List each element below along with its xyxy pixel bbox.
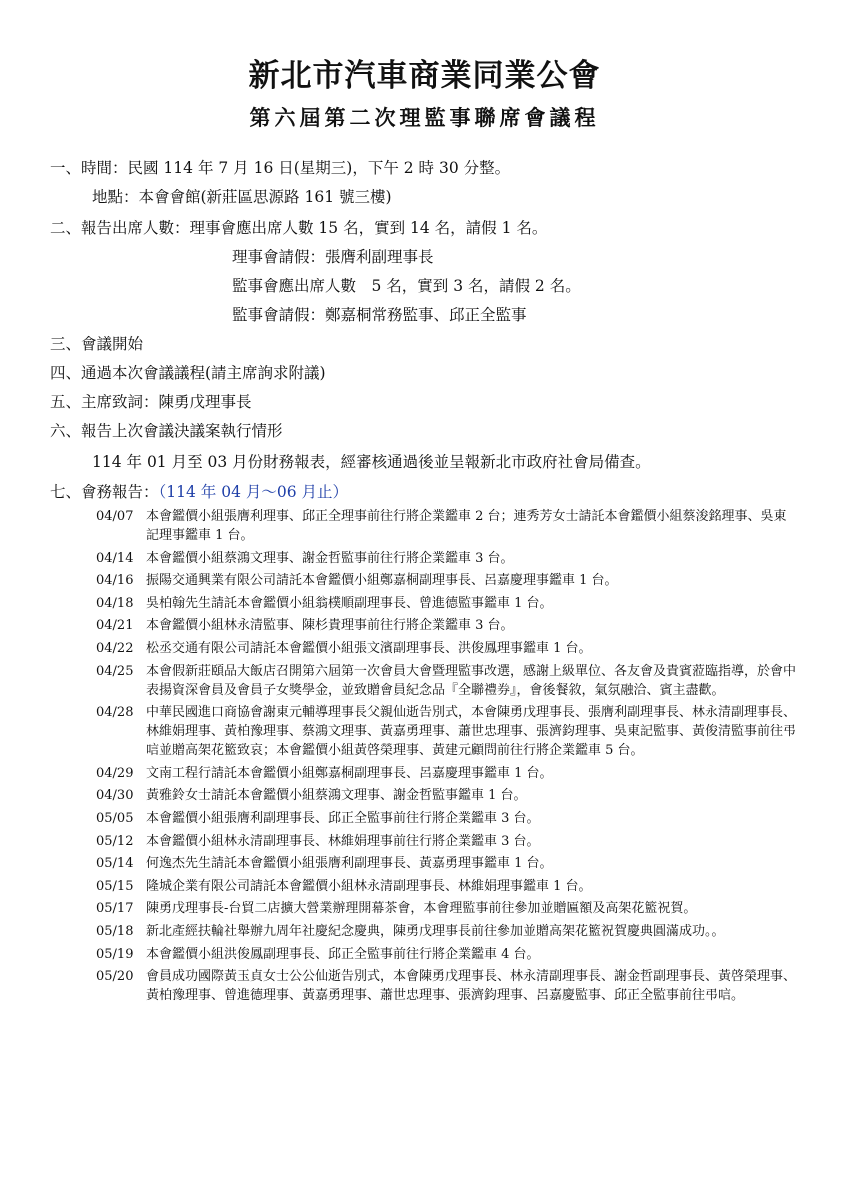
log-date: 05/18 bbox=[96, 923, 134, 939]
log-text: 陳勇戊理事長-台貿二店擴大營業辦理開幕茶會，本會理監事前往參加並贈匾額及高架花籃祝賀。 bbox=[146, 901, 697, 917]
log-entry bbox=[96, 594, 796, 613]
log-text: 本會鑑價小組張膺利副理事長、邱正全監事前往行將企業鑑車 3 台。 bbox=[146, 810, 540, 826]
log-entry bbox=[96, 854, 796, 873]
log-entry bbox=[96, 549, 796, 568]
log-entry bbox=[96, 899, 796, 918]
log-date: 04/22 bbox=[96, 640, 134, 656]
log-entry bbox=[96, 786, 796, 805]
log-date: 05/12 bbox=[96, 833, 134, 849]
log-date: 05/19 bbox=[96, 946, 134, 962]
log-text: 吳柏翰先生請託本會鑑價小組翁樸順副理事長、曾進德監事鑑車 1 台。 bbox=[146, 595, 553, 611]
log-text: 何逸杰先生請託本會鑑價小組張膺利副理事長、黃嘉勇理事鑑車 1 台。 bbox=[146, 856, 553, 872]
log-date: 04/28 bbox=[96, 705, 134, 721]
section-2-supervisor-attendance: 監事會應出席人數 5 名，實到 3 名，請假 2 名。 bbox=[232, 277, 581, 295]
section-3-meeting-start: 三、會議開始 bbox=[50, 335, 144, 353]
log-date: 04/14 bbox=[96, 550, 134, 566]
log-text: 本會鑑價小組洪俊鳳副理事長、邱正全監事前往行將企業鑑車 4 台。 bbox=[146, 946, 540, 962]
log-entry bbox=[96, 832, 796, 851]
log-date: 05/15 bbox=[96, 878, 134, 894]
section-2-board-leave: 理事會請假：張膺利副理事長 bbox=[232, 248, 434, 266]
log-entry bbox=[96, 764, 796, 783]
section-5-chair-speech: 五、主席致詞：陳勇戊理事長 bbox=[50, 393, 252, 411]
log-date: 05/20 bbox=[96, 969, 134, 985]
log-entry bbox=[96, 639, 796, 658]
log-entry bbox=[96, 922, 796, 941]
log-text: 振陽交通興業有限公司請託本會鑑價小組鄭嘉桐副理事長、呂嘉慶理事鑑車 1 台。 bbox=[146, 573, 618, 589]
log-entry bbox=[96, 616, 796, 635]
section-7-heading bbox=[50, 481, 348, 503]
log-date: 04/07 bbox=[96, 509, 134, 524]
log-entry bbox=[96, 703, 796, 760]
log-date: 05/05 bbox=[96, 810, 134, 826]
section-7-range: （114 年 04 月～06 月止） bbox=[158, 483, 349, 501]
section-6-previous-resolutions: 六、報告上次會議決議案執行情形 bbox=[50, 422, 283, 440]
document-title: 新北市汽車商業同業公會 bbox=[248, 58, 601, 94]
log-text: 黃雅鈴女士請託本會鑑價小組蔡鴻文理事、謝金哲監事鑑車 1 台。 bbox=[146, 788, 527, 804]
log-entry bbox=[96, 507, 796, 545]
log-date: 04/18 bbox=[96, 595, 134, 611]
log-text: 松丞交通有限公司請託本會鑑價小組張文濱副理事長、洪俊鳳理事鑑車 1 台。 bbox=[146, 640, 592, 656]
section-1-time: 一、時間：民國 114 年 7 月 16 日(星期三)，下午 2 時 30 分整。 bbox=[50, 159, 511, 177]
log-entry bbox=[96, 662, 796, 700]
section-2-attendance: 二、報告出席人數：理事會應出席人數 15 名，實到 14 名，請假 1 名。 bbox=[50, 219, 548, 237]
log-text: 新北產經扶輪社舉辦九周年社慶紀念慶典，陳勇戊理事長前往參加並贈高架花籃祝賀慶典圓滿成功。。 bbox=[146, 923, 725, 939]
log-text: 文南工程行請託本會鑑價小組鄭嘉桐副理事長、呂嘉慶理事鑑車 1 台。 bbox=[146, 765, 553, 781]
log-date: 04/29 bbox=[96, 765, 134, 781]
log-date: 04/25 bbox=[96, 663, 134, 679]
log-text: 隆城企業有限公司請託本會鑑價小組林永清副理事長、林維娟理事鑑車 1 台。 bbox=[146, 878, 592, 894]
log-date: 04/21 bbox=[96, 618, 134, 634]
log-entry bbox=[96, 809, 796, 828]
log-date: 05/17 bbox=[96, 901, 134, 917]
section-6-detail: 114 年 01 月至 03 月份財務報表，經審核通過後並呈報新北市政府社會局備查。 bbox=[92, 453, 651, 471]
section-7-label: 七、會務報告： bbox=[50, 483, 159, 501]
section-2-supervisor-leave: 監事會請假：鄭嘉桐常務監事、邱正全監事 bbox=[232, 306, 527, 324]
document-subtitle: 第六屆第二次理監事聯席會議程 bbox=[249, 105, 600, 130]
log-date: 04/16 bbox=[96, 573, 134, 589]
log-text: 中華民國進口商協會謝東元輔導理事長父親仙逝告別式，本會陳勇戊理事長、張膺利副理事長、林永清副理事長、林維娟理事、黃柏豫理事、蔡鴻文理事、黃嘉勇理事、蕭世忠理事、張濟鈞理事、吳東記監事、黃俊清監事前往弔唁並贈高架花籃致哀；本會鑑價小組黃啓榮理事、黃建元顧問前往行將企業鑑車 5 台。 bbox=[146, 705, 797, 759]
log-entry bbox=[96, 571, 796, 590]
log-text: 本會假新莊頤品大飯店召開第六屆第一次會員大會暨理監事改選，感謝上級單位、各友會及貴賓蒞臨指導，於會中表揚資深會員及會員子女獎學金，並致贈會員紀念品『全聯禮券』，會後餐敘，氣氛融洽、賓主盡歡。 bbox=[146, 663, 797, 698]
section-4-agenda-approval: 四、通過本次會議議程(請主席詢求附議) bbox=[50, 364, 326, 382]
log-text: 本會鑑價小組林永清副理事長、林維娟理事前往行將企業鑑車 3 台。 bbox=[146, 833, 540, 849]
log-date: 04/30 bbox=[96, 788, 134, 804]
log-entry bbox=[96, 877, 796, 896]
log-entry bbox=[96, 945, 796, 964]
log-entry bbox=[96, 967, 796, 1005]
section-1-place: 地點：本會會館(新莊區思源路 161 號三樓) bbox=[92, 188, 392, 206]
log-text: 本會鑑價小組張膺利理事、邱正全理事前往行將企業鑑車 2 台；連秀芳女士請託本會鑑價小組蔡浚銘理事、吳東記理事鑑車 1 台。 bbox=[146, 509, 787, 543]
activity-log bbox=[96, 507, 796, 1009]
log-text: 本會鑑價小組蔡鴻文理事、謝金哲監事前往行將企業鑑車 3 台。 bbox=[146, 550, 514, 566]
log-text: 本會鑑價小組林永清監事、陳杉貴理事前往行將企業鑑車 3 台。 bbox=[146, 618, 514, 634]
log-text: 會員成功國際黃玉貞女士公公仙逝告別式，本會陳勇戊理事長、林永清副理事長、謝金哲副理事長、黃啓榮理事、黃柏豫理事、曾進德理事、黃嘉勇理事、蕭世忠理事、張濟鈞理事、呂嘉慶監事、邱正全監事前往弔唁。 bbox=[146, 969, 797, 1004]
log-date: 05/14 bbox=[96, 856, 134, 872]
